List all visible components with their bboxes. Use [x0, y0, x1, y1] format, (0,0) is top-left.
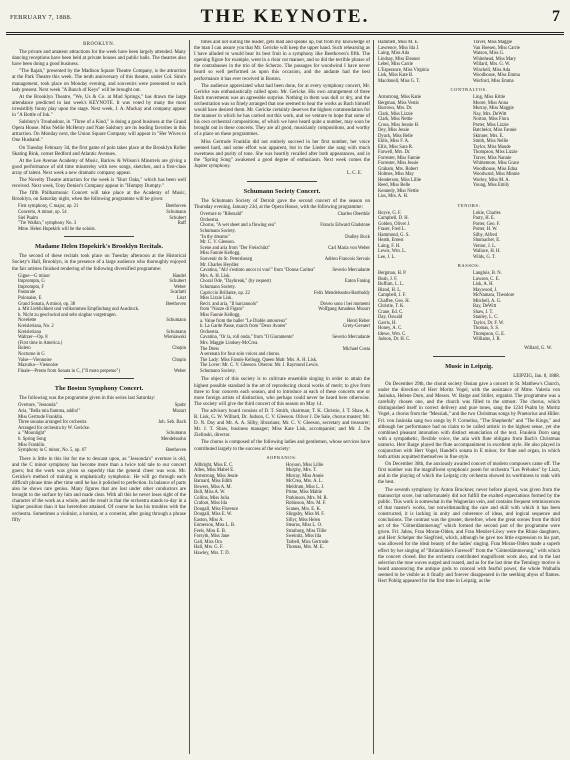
bso-review — [12, 457, 186, 524]
member-name — [286, 551, 370, 557]
member-name: Day, Oswald — [378, 315, 403, 321]
programme-piece: Novelette — [18, 318, 37, 324]
member-name: Forrester, Miss Jessie — [378, 161, 419, 167]
programme-item — [18, 369, 186, 375]
column-3 — [378, 40, 560, 756]
member-name: Forrester, Miss Fannie — [378, 155, 421, 161]
paragraph: The advisory board consists of D. T. Smith, chairman; T. K. Christie, J. T. Shaw, A. B. Lisk, G. W. Willard, Dr. Judson, C. V. Gleeson. Oliver J. De Sale, chorus master; Mr. D. N. Day and Mr. A. A. Silby, librarians; Mr. C. V. Gleeson, secretary and treasurer; Mr. J. T. Shaw, business manager; Miss Kate Lisk, accompanist; and Mr. J. De Zielinski, director. — [194, 408, 370, 439]
member-name: Winchell, Miss Ada — [473, 67, 511, 73]
member-name: Wallace, H. H. — [473, 249, 501, 255]
programme-piece: A serenata for four solo voices and chorus. — [200, 352, 281, 358]
paragraph: The Schumann Society of Detroit gave the second concert of the season on Thursday evening, January 23d, at the Opera House, with the following programme: — [194, 199, 370, 211]
paragraph: At the Lee Avenue Academy of Music, Barlow & Wilson's Minstrels are giving a good performance of old time minstrelsy with new songs, sketches, and a first-class array of talent. Next week a new dramatic company appear. — [12, 158, 186, 176]
programme-piece: The Lady: Miss Fannie Kellogg. Queen Mab: Mrs. A. H. Lisk. — [200, 357, 318, 363]
member-name: Traver, Miss Nannie — [473, 155, 512, 161]
member-name: Norton, Miss Flora — [473, 117, 509, 123]
bassos-list — [378, 271, 560, 343]
member-name: Crafoot, Miss Ida — [194, 501, 227, 507]
member-name: Dougall, Miss E. W. — [194, 512, 233, 518]
member-name: Watson, Miss G. — [473, 51, 505, 56]
programme-piece: Waltzer—Op. 8 — [18, 335, 48, 341]
programme-piece: Miss Fannie Kellogg. — [200, 312, 241, 318]
member-name: Porter, Geo. F. — [473, 221, 501, 227]
member-name: Eumerson, Miss L. B. — [194, 523, 236, 529]
programme-composer: Wolfgang Amadeus Mozart — [318, 307, 370, 313]
programme-composer: Severio Mercadante — [332, 268, 370, 274]
member-name: Langlois, B. N. — [473, 271, 502, 277]
member-name: McNamara, Theodore — [473, 293, 515, 299]
member-name: Bergman, H. P. — [378, 271, 407, 277]
programme-piece: Impromptu, F — [18, 284, 45, 290]
member-name: Ehlis, Miss F. A. — [378, 139, 410, 145]
sopranos-list-continued — [378, 40, 560, 84]
programme-composer: Dudley Buck — [345, 234, 370, 240]
section-rule — [433, 356, 506, 357]
member-name: Cross, Miss Jennie H. — [378, 122, 420, 128]
member-name: Moore, Miss Anna — [473, 100, 509, 106]
member-name: Shaw, J. T. — [473, 309, 494, 315]
paragraph: There is little in this list for me to descant upon, as "Jessonda's" overture is old, and the C minor symphony has become more than a twice told tale to our concert goers; but the work was given so superbly that the general cheer was won. Mr. Gericke's method of training is emphatically symphonic. He will go through each difficult phrase time after time until he has it polished to perfection. In balance of parts also he shows rare genius. Many figures that are lost under other conductors are brought to the surface by him and made clear. With all this he never loses sight of the character of the work as a whole, and the result is that the orchestra stands to-day in a higher position than it has heretofore attained. Of course he has his troubles with the orchestra. Sometimes a violinist, a hornist, or a cornetist, after going through a phrase fifty — [12, 456, 186, 523]
member-name: Lebel, Miss Carrie — [378, 62, 414, 67]
programme-composer: Beethoven — [165, 448, 186, 454]
member-name: Hammell, Miss M. E. — [378, 40, 419, 45]
section-rule — [64, 236, 134, 237]
programme-piece: Mr. C. V. Gleeson. — [200, 240, 235, 246]
programme-piece: Cavatina, "Ah! s'estinto ancor ni vuo!" from "Donna Caritea" — [200, 268, 316, 274]
programme-piece: Recit. and aria, "Il barcanuolo" — [200, 301, 259, 307]
column-divider — [373, 40, 374, 754]
paragraph: The audience appreciated what had been done, for at every symphony concert, Mr. Gericke was enthusiastically called upon. Mr. Gericke. His own arrangement of three Bach movements was an agreeable surprise. Nothing in them was dull or dry, and the orchestration was so finely arranged that one seemed to hear the works as Bach himself would have desired them. Mr. Gericke certainly deserves the highest commendation for the manner in which he has carried out this work, and we venture to hope that some of his own orchestral compositions, of which we have heard quite a number, may soon be brought out in these concerts. They are all good, musicianly compositions, and worthy of a place on these programmes. — [194, 83, 370, 138]
member-name: Murray, Miss Annie — [286, 473, 324, 479]
member-name: Taylor, Dr. F. W. — [473, 320, 505, 326]
tenors-label: TENORS: — [457, 202, 481, 208]
section-heading-brooklyn: BROOKLYN. — [83, 42, 115, 47]
member-name: Parkinson, Mrs. M. R. — [286, 495, 328, 501]
programme-piece: The Dress — [200, 346, 220, 352]
programme-piece: Bolero — [18, 346, 31, 352]
member-name: Dey, Miss Jessie — [378, 128, 410, 134]
programme-composer: Spohr — [174, 403, 186, 409]
member-name: Lewis, Wm. L. — [378, 249, 407, 255]
bso-signature: L. C. E. — [346, 170, 362, 176]
member-name: Christie, T. K. — [378, 304, 405, 310]
programme-piece: Scene and aria from "Der Freischütz" — [200, 245, 271, 251]
member-name: Thomas, S. S. — [473, 326, 500, 332]
programme-composer: Liszt — [176, 295, 186, 301]
member-name: Batchelor, Miss Fannie — [473, 128, 517, 134]
member-name: Worford, Miss Emma — [473, 78, 514, 84]
programme-piece: Polonaise, E — [18, 295, 42, 301]
programme-composer: Wieniawski — [163, 335, 186, 341]
member-name: Skinner, Mrs. E. — [473, 133, 504, 139]
issue-date: FEBRUARY 7, 1888. — [10, 14, 72, 21]
section-rule — [64, 378, 134, 379]
programme-piece: Choral Ode, "Daybreak," (by request) — [200, 279, 271, 285]
member-name: Traver, Miss Maggie — [473, 40, 513, 45]
column-1 — [12, 40, 186, 756]
programme-item — [18, 227, 186, 233]
programme-item — [18, 448, 186, 454]
programme-composer: Felix Mendelssohn-Bartholdy — [313, 290, 370, 296]
member-name: Woodhouse, Miss Edna — [473, 166, 518, 172]
programme-composer: Chopin — [172, 346, 186, 352]
programme-piece: a. Mit Lieblichkeit und vollkommen Empfindung und Ausdruck. — [18, 307, 140, 313]
masthead — [6, 6, 564, 30]
member-name: Buffum, L. L. — [378, 282, 405, 288]
member-name: Silby, Alfred — [473, 232, 497, 238]
column-2 — [194, 40, 370, 756]
member-name: Wilds, G. T. — [473, 254, 496, 260]
paragraph: On Tuesday February 3d, the first game of polo takes place at the Brooklyn Roller Skating Rink, corner Bedford and Atlantic Avenues. — [12, 145, 186, 157]
sopranos-label: SOPRANOS: — [266, 454, 298, 460]
paragraph: The Novelty Theatre attraction for the week is "Burr Oaks," which has been well received. Next week, Tony Denier's Company appear in "Humpty Dumpty." — [12, 177, 186, 190]
bso-headline: The Boston Symphony Concert. — [54, 385, 144, 393]
member-name: Ling, Miss Kittie — [473, 95, 506, 101]
member-name: Lisk, Miss Kate B. — [378, 73, 414, 78]
programme-piece: Schumann Society. — [200, 368, 236, 374]
programme-piece: Aria, "Bella mia fiamma, addio!" — [18, 408, 81, 414]
programme-composer: Schubert — [169, 215, 186, 221]
sopranos-list — [194, 463, 370, 557]
member-name: Lawson, C. E. — [473, 276, 500, 282]
programme-piece: (First time in America.) — [18, 340, 63, 346]
programme-composer: Schubert — [169, 279, 186, 285]
member-name: Farwell, Mrs. Dr. — [378, 150, 411, 156]
paragraph: The seventh symphony by Anton Bruckner, never before played, was given from the manuscript score, but unfortunately did not fulfill the exalted expectations formed by the public. This work is somewhat in the Wagnerian vein, and contains frequent reminiscences of that master's works, but notwithstanding the care and skill with which it has been constructed, it is lacking in unity and coherence of ideas, and logical sequence and conclusions. The contrast was the greater, therefore, when the great scenes from the third act of the "Götterdämmerung" which formed the second part of the programme were given. Frl. Jahns, Frau Moran-Olden, and Frau Metzler-Löwy were the Rhine daughters, and Herr Schelper the Siegfried, which, although he gave too little expression to his part, was allowed for the ideal beauty of the ladies' singing. Frau Moran-Olden made a superb effect by her singing of "Brünnhilde's Farewell" from the "Götterdämmerung," with which the concert closed. But the orchestra contributed magnificent work also, and in the last selection the tone waves surged and roared, and as for the last time the Tetralogy motive is heard announcing the antique gods to conceal with fearful power, the whole Walhalla seemed to be visible as it finally and forever disappeared in the seething abyss of flames. Herr Pohlig appeared for the first time in Leipzig, as the — [378, 487, 560, 584]
programme-piece: Concerto, A minor, op. 54 — [18, 209, 67, 215]
programme-piece: Symphony in C minor, No. 5, op. 67 — [18, 448, 87, 454]
contraltos-label: CONTRALTOS. — [450, 87, 488, 92]
member-name: Fraser, Fred L. — [378, 227, 406, 233]
programme-piece: Miss Fannie Kellogg. — [200, 251, 241, 257]
member-name: Taylor, Miss Maude — [473, 144, 511, 150]
programme-item — [200, 324, 370, 330]
member-name: Sillyr, Miss Helen — [286, 517, 321, 523]
programme-piece: Mr. Charles Heydler. — [200, 262, 240, 268]
programme-piece: Mrs. Maggie Lindsey-McCrea. — [200, 340, 259, 346]
member-name: Laing, Miss Ada — [378, 51, 410, 56]
programme-piece: b. Nicht zu geschwind und sehr singbar vorgetragen. — [18, 312, 117, 318]
member-name: Parry, H. E. — [473, 216, 495, 222]
member-name: Scanes, Mrs. E. K. — [286, 506, 322, 512]
member-name: Armstrong, Miss Jessie — [194, 473, 238, 479]
paragraph: The object of this society is to cultivate ensemble singing in order to attain the highest possible standard in the art of reproducing choral works of merit; to give from three to four concerts each season, and to introduce at each of these concerts one or more foreign artists of distinction, who perhaps could never be heard here otherwise. The society will give the third concert of this season on May 14. — [194, 377, 370, 407]
member-name: Robinson, Mrs. M. F. — [286, 501, 327, 507]
member-name: Dyack, Miss Belle — [378, 133, 413, 139]
tenors-list — [378, 211, 560, 261]
member-name: Murphy, Mrs. T. — [286, 468, 317, 474]
programme-composer: Chopin — [172, 357, 186, 363]
programme-composer: Scarlatti — [170, 290, 186, 296]
bso-intro — [12, 396, 186, 402]
programme-piece: Cavatina, "Or la, roll onda," from "Il Giuramento" — [200, 335, 295, 341]
member-name: Slingsby, Miss M. F. — [286, 512, 325, 518]
programme-piece: Mme. Helen Hopekirk will be the soloist. — [18, 226, 96, 232]
paragraph: On December 29th, the choral society Ossian gave a concert in St. Matthew's Church, under the direction of Herr Moritz Vogel, with the assistance of Mme. Valeria von Jasinska, Helene Dorn, and Messrs. W. Barge and Stiller, organist. The programme was a carefully chosen one, and the church was filled to the utmost. The chorus, which distinguished itself in correct delivery and pure tones, sang the 123d Psalm by Moritz Vogel, a chorus from the "Messiah," and the two Christmas songs by Praetorius and Hiller. Frl. von Jasinska sang two songs by P. Cornelius, "The Shepherds" and "The Kings," and although her performance had no claim to be called artistic in the highest sense, yet she combined pleasant intonation with distinct enunciation of the text. Fraulein Dorn sang with a sympathetic, flexible voice, the aria with flute obligato from Bach's Christmas oratorio. Herr Barge played the flute accompaniment in excellent style. He also played in conjunction with Herr Vogel, Handel's sonata in E minor, for flute and organ, in which both artists acquitted themselves in fine style. — [378, 381, 560, 461]
paragraph: "The Rajah," presented by the Madison Square Theatre Company, is the attraction at the Park Theatre this week. The tenth anniversary of this theatre, under Col. Sinn's management, took place on Monday evening, and souvenirs were presented to each lady present. Next week "A Bunch of Keys" will be brought out. — [12, 69, 186, 93]
programme-piece: a. "Moonlight" — [18, 431, 47, 437]
programme-piece: from "Nozze di Figaro" — [200, 307, 245, 313]
paragraph: The private and amateur attractions for the week have been largely attended. Many dancing receptions have been held at private houses and public halls. The theatres also have been doing a good business. — [12, 50, 186, 68]
programme-piece: a. Value from the ballet "Le Diable amoureux" — [200, 318, 288, 324]
member-name: Liss, Mrs. A. H. — [378, 194, 409, 200]
member-name: Meldrum, Miss L. J. — [286, 484, 325, 490]
member-name: Laing, F. H. — [378, 243, 401, 249]
programme-piece: "Tre Walkin," symphony No. 3 — [18, 221, 77, 227]
programme-piece: Schumann Society. — [200, 284, 236, 290]
programme-piece: Nocturne in G — [18, 351, 45, 357]
bassos-label: BASSOS: — [457, 263, 481, 269]
philharmonic-programme — [18, 204, 186, 232]
member-name: Stanley, L. C. — [473, 315, 499, 321]
member-name — [473, 194, 560, 200]
member-name: Collins, Miss Julia — [194, 495, 230, 501]
paragraph: Salsbury's Troubadour, in "Three of a Kind," is doing a good business at the Grand Opera House. Miss Nellie McHenry and Nate Salsbury are its leading favorites in this attraction. On Monday next, the Union Square Company will appear in "Her Wives to One Husband." — [12, 120, 186, 144]
member-name: Van Hoesen, Miss Carrie — [473, 45, 520, 51]
member-name: L'Esperance, Miss Virginia — [378, 67, 429, 73]
member-name: Heath, Ernest — [378, 238, 404, 244]
member-name: Maywood, J. — [473, 287, 498, 293]
paragraph: Miss Gertrude Franklin did not entirely succeed in her first number, her voice seemed hard, and some effort was apparent, but in the Lieder she sang with much sweetness and purity of tone. She was heartily recalled after both appearances, and in the "Spring Song" awakened a good degree of enthusiasm. Next week comes the Jupiter symphony. — [194, 139, 370, 169]
member-name: Willard, Mrs. G. W. — [473, 62, 511, 67]
programme-piece: Souvenir de St. Petersbourg — [200, 257, 253, 262]
paragraph: The second of these recitals took place on Tuesday afternoon at the Historical Society's Hall, Brooklyn, in the presence of a large audience who thoroughly enjoyed the fair artistes finished rendering of the following diversified programme: — [12, 254, 186, 272]
programme-composer: Eaton Faning — [344, 279, 370, 285]
member-name: Gall, Miss Ora — [194, 539, 222, 545]
member-name: Chaffee, Geo. H. — [378, 298, 410, 304]
member-name: Graham, Mrs. Robert — [378, 166, 419, 172]
member-name: Smith, Miss Nellie — [473, 139, 509, 145]
page-number: 7 — [552, 8, 560, 25]
paragraph: The fifth Philharmonic Concert will take place at the Academy of Music, Brooklyn, on Saturday night, when the following programme will be given: — [12, 191, 186, 203]
member-name: Burrows, Mrs. Dr. — [378, 106, 413, 112]
leipzig-article — [378, 382, 560, 585]
member-name: Nay, Mrs. DeWitt — [473, 111, 507, 117]
member-name: Clark, Miss Nettie — [378, 117, 413, 123]
member-name: Reed, Miss Belle — [378, 183, 411, 189]
member-name: Garris, H. — [378, 320, 397, 326]
hopekirk-programme — [18, 274, 186, 375]
programme-composer: Weber — [173, 368, 186, 374]
paragraph: At the Brooklyn Theatre, "We, Us & Co. at Mud Springs," has drawn the large attendance predicted in last week's KEYNOTE. It was voted by many the most irresistibly funny play upon the stage. Next week, J. A. Mackay and company appear in "A Bottle of Ink." — [12, 94, 186, 119]
section-rule — [247, 181, 317, 182]
member-name: Bland, H. L. — [378, 287, 402, 293]
member-name: Hoyson, Miss Lillie — [286, 462, 324, 468]
programme-composer: Schumann — [166, 329, 186, 335]
member-name: Woodward, Miss Minnie — [473, 172, 520, 178]
member-name: Clark, Miss Lizzie — [378, 111, 413, 117]
programme-piece: Mrs. A. H. Lisk. — [200, 273, 231, 279]
programme-composer: Schumann — [166, 431, 186, 437]
programme-composer: Beethoven — [165, 301, 186, 307]
leipzig-dateline: LEIPZIG, Jan. 8, 1888. — [513, 373, 560, 379]
programme-composer: Henri Reber — [346, 318, 370, 324]
programme-piece: Kreisleriana — [18, 329, 41, 335]
member-name: Golden, Oliver J. — [378, 221, 411, 227]
member-name: Bowers, Miss A. M. — [194, 484, 232, 490]
member-name: Campbell, D. H. — [378, 216, 409, 222]
programme-composer: Charles Oberthür — [337, 212, 370, 218]
programme-piece: Mazurka—Viennoise — [18, 363, 59, 369]
member-name: Holmes, Miss May — [378, 172, 414, 178]
programme-composer: Schumann — [166, 318, 186, 324]
member-name: Worley, Miss M. A. — [473, 177, 510, 183]
member-name: Hammond, G. S. — [378, 232, 410, 238]
programme-piece: Schumann Society. — [200, 229, 236, 235]
programme-piece: Miss Gertrude Franklin. — [18, 414, 64, 420]
member-name: Lisk, A. H. — [473, 282, 494, 288]
programme-piece: Overture to "Ribezahl" — [200, 212, 244, 218]
programme-item — [200, 369, 370, 375]
member-name: Sweinitz, Miss Ida — [286, 534, 322, 540]
schumann-headline: Schumann Society Concert. — [243, 188, 321, 196]
member-name: Stearns, Miss L. O. — [286, 523, 323, 529]
publication-title: THE KEYNOTE. — [200, 6, 370, 27]
member-name: Williams, J. R. — [473, 337, 501, 343]
list-signature: Willard, G. W. — [524, 345, 552, 351]
member-name: Allen, Miss Mabel E. — [194, 468, 235, 474]
member-name: Vernor, J. L. — [473, 243, 497, 249]
member-name: Honey, A. C. — [378, 326, 403, 332]
programme-composer: Grety-Gevaert — [342, 324, 370, 330]
column-divider — [189, 40, 190, 754]
programme-piece: Grand Sonata, A minor, op. 38 — [18, 301, 76, 307]
member-name: Whitehead, Miss Mary — [473, 56, 517, 62]
programme-composer: Handel — [172, 273, 186, 279]
programme-piece: Valse—Viennoise — [18, 357, 52, 363]
member-name: Mitchell, A. G. — [473, 298, 502, 304]
paragraph: The chorus is composed of the following ladies and gentlemen, whose services have contributed largely to the success of the society: — [194, 440, 370, 452]
member-name: Hall, Mrs. G. F. — [194, 545, 224, 551]
member-name: Henderson, Miss Lillie — [378, 177, 422, 183]
programme-piece: Miss Lizzie Lisk. — [200, 296, 233, 302]
schumann-article — [194, 377, 370, 452]
programme-composer: Beethoven — [165, 204, 186, 210]
programme-piece: "In thy dreams" — [200, 234, 230, 240]
member-name: Murray, Miss Maggie — [473, 106, 514, 112]
member-name: Porter, H. W. — [473, 227, 498, 233]
programme-composer: Adrien Francois Servais — [324, 257, 370, 262]
programme-piece: Three sonatas arranged for orchestra — [18, 420, 87, 426]
hopekirk-headline: Madame Helen Hopekirk's Brooklyn Recitals. — [35, 243, 163, 251]
hopekirk-article — [12, 254, 186, 272]
programme-composer: Doveo sono i bei momenti — [320, 301, 370, 307]
programme-piece: b. Spring Song — [18, 436, 46, 442]
programme-composer: Weber — [173, 284, 186, 290]
programme-piece: Kreisleriana, No. 2 — [18, 323, 54, 329]
member-name: Boyce, G. F. — [378, 210, 402, 216]
schumann-intro — [194, 199, 370, 211]
member-name: Hawley, Mrs. T. D. — [194, 550, 230, 556]
programme-piece: Orchestra. — [200, 329, 220, 335]
programme-piece: Impromptu, G — [18, 279, 45, 285]
paragraph: On December 30th, the anxiously awaited concert of modern composers came off. The first number was the magnificent symphonic poem for orchestra "Les Préludes" by Liszt, and in the playing of which the Leipzig city orchestra showed its worthiness to rank with the best. — [378, 462, 560, 486]
member-name: Ray, DeWitt — [473, 304, 497, 310]
member-name: Bull, Miss A. W. — [194, 490, 226, 496]
leipzig-headline: Music in Leipzig. — [445, 362, 493, 370]
member-name: Armstrong, Miss Katie — [378, 95, 422, 101]
programme-piece: Orchestra. — [200, 217, 220, 223]
member-name: Lee, J. L. — [378, 254, 396, 260]
member-name: Judson, Dr. H. C. — [378, 337, 411, 343]
paragraph: times and not suiting the leader, gets mad and speaks up, but from my knowledge of the man I can assure you that Mr. Gericke will keep the upper hand. Such rehearsing as I have alluded to would bear its best fruit in a symphony like Beethoven's fifth. The opening figure for example, went in a clear cut manner, and so did the terrible phrase of the contrabasses in the trio of the Scherzo. The passages for woodwind I have never heard so well performed as upon this occasion, and the andante had the best performance it has ever received in Boston. — [194, 40, 370, 82]
programme-composer: Carl Maria von Weber — [328, 245, 370, 251]
bso-programme — [18, 403, 186, 453]
member-name: Ellis, Miss Sara R. — [378, 144, 414, 150]
member-name: Thompson, Miss Lizzie — [473, 150, 518, 156]
programme-piece: Miss Franklin. — [18, 442, 46, 448]
member-name: Thomas, Mrs. M. E. — [286, 545, 324, 551]
paragraph: The following was the programme given in this series last Saturday: — [19, 396, 156, 402]
programme-composer: Schumann — [166, 209, 186, 215]
member-name: Bergman, Miss Vestis — [378, 100, 419, 106]
member-name: Porter, Miss Lizzie — [473, 122, 509, 128]
member-name: Shumacher, E. — [473, 238, 501, 244]
member-name: Forsyth, Miss Jane — [194, 534, 230, 540]
member-name: Lindsay, Miss Eleanor — [378, 56, 421, 62]
programme-piece: Finale—Presto from Sonata in C, ("Il moto perpetuo") — [18, 368, 120, 374]
member-name: Idewe, Wm. C. — [378, 331, 407, 337]
member-name: Lawrence, Miss Ida J. — [378, 45, 420, 51]
programme-piece: Chorus, "A wet sheet and a flowing sea" — [200, 223, 276, 229]
schumann-programme — [200, 212, 370, 374]
programme-composer: Mozart — [172, 408, 186, 414]
programme-piece: First symphony, C major, op. 21 — [18, 204, 79, 210]
member-name: Young, Miss Emily — [473, 183, 510, 189]
member-name: Lokie, Charles — [473, 210, 501, 216]
programme-piece: Arranged for orchestra by W. Gericke. — [18, 425, 90, 431]
programme-composer: Joh. Seb. Bach — [158, 420, 186, 426]
bso-review-continued — [194, 40, 370, 170]
member-name: Woodhouse, Miss Emma — [473, 73, 520, 78]
member-name: Campbell, J. F. — [378, 293, 407, 299]
member-name: Easton, Miss A. — [194, 517, 224, 523]
programme-piece: b. La Garde Passe, march from "Deux Avares" — [200, 324, 288, 330]
programme-piece: Siel Psalm — [18, 215, 38, 221]
programme-piece: Overture, "Jessonda" — [18, 403, 58, 409]
member-name: Prime, Miss Maltie — [286, 490, 323, 496]
member-name: Allbright, Miss E. C. — [194, 462, 234, 468]
brooklyn-article — [12, 50, 186, 203]
programme-piece: Pastorale — [18, 290, 36, 296]
masthead-rule — [6, 32, 564, 35]
programme-composer: Severio Mercadante — [332, 335, 370, 341]
programme-piece: The Lover: Mr. C. V. Gleeson. Oberon: Mr. J. Raymond Lewis. — [200, 363, 319, 369]
member-name: Thompson, G. E. — [473, 331, 506, 337]
member-name: Strasburg, Miss Tillie — [286, 528, 327, 534]
programme-composer: Michael Costa — [342, 346, 370, 352]
member-name: Barnard, Miss Edith — [194, 479, 232, 485]
member-name: Feels, Miss E. B. — [194, 528, 227, 534]
member-name: McCrea, Mrs. A. L. — [286, 479, 323, 485]
member-name: Kennedy, Miss Nettie — [378, 188, 419, 194]
programme-composer: Mendelssohn — [161, 436, 186, 442]
member-name: Whittemore, Miss Grace — [473, 161, 520, 167]
programme-piece: Capriccio Brillante, op. 22 — [200, 290, 250, 296]
contraltos-list — [378, 95, 560, 200]
member-name: Dougall, Miss Florence — [194, 506, 239, 512]
member-name: Bush, J. F. — [378, 276, 398, 282]
member-name: Crane, Ed. C. — [378, 309, 404, 315]
programme-piece: Gigue—G minor — [18, 273, 50, 279]
programme-composer: Raff — [177, 221, 186, 227]
programme-composer: Francis Edward Gladstone — [320, 223, 370, 229]
member-name: Macdonell, Miss G. T. — [378, 78, 421, 84]
member-name: Tarbell, Miss Gertrude — [286, 539, 329, 545]
